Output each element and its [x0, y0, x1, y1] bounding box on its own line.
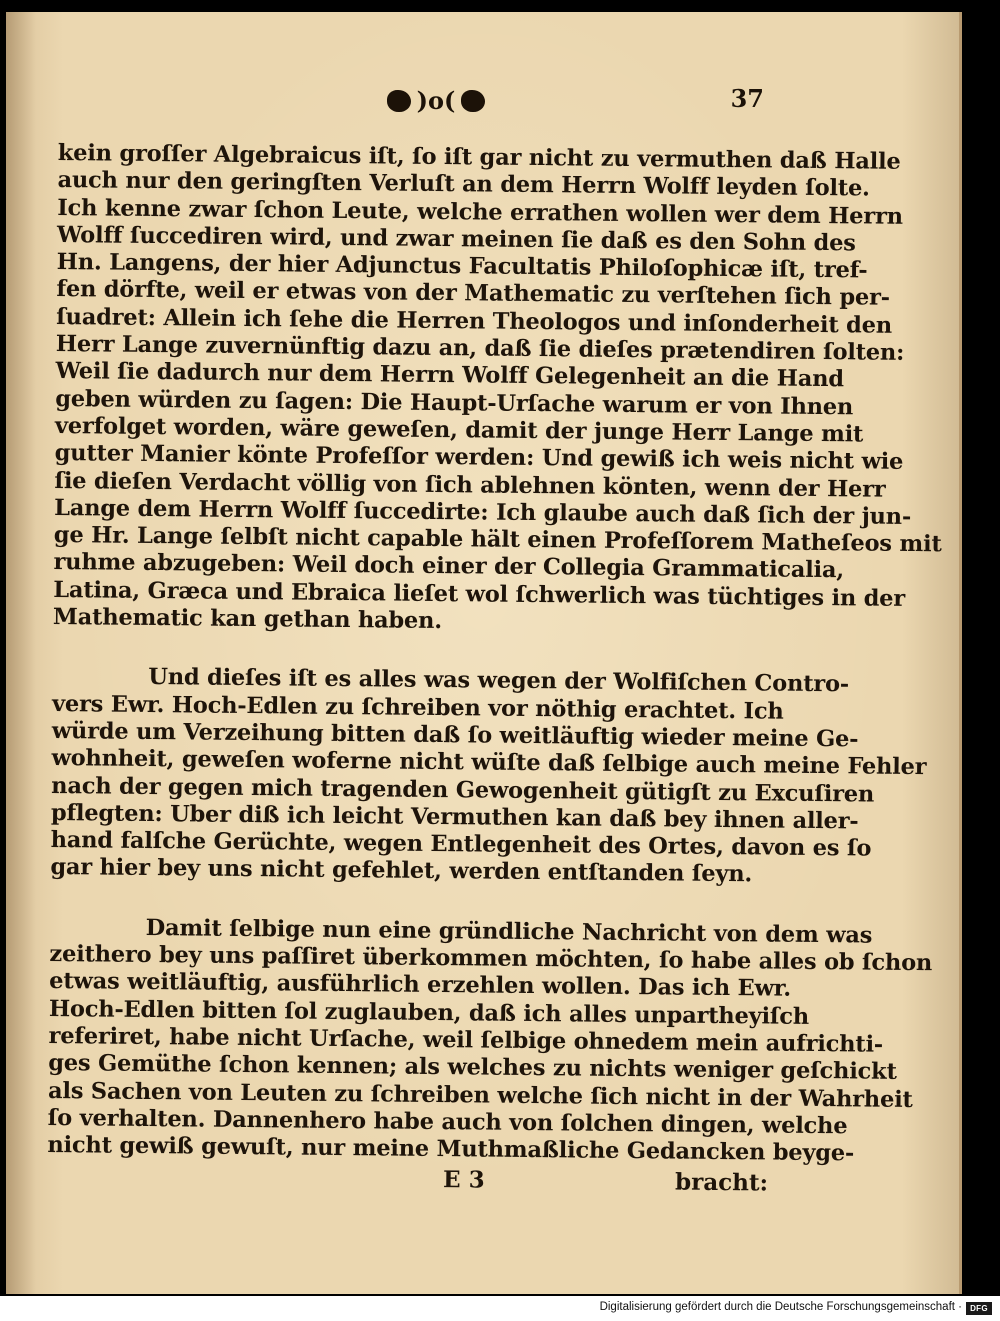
text-line: geben würden zu ſagen: Die Haupt-Urſache warum er von Ihnen [55, 385, 854, 421]
text-line: Mathematic kan gethan haben. [52, 604, 443, 635]
gutter-shadow [6, 12, 36, 1294]
header-ornament [371, 86, 501, 116]
paragraph [50, 663, 927, 889]
text-line: Ich kenne zwar ſchon Leute, welche errathen wollen wer dem Herrn [57, 194, 903, 230]
text-line: wohnheit, geweſen woferne nicht wüſte daß ſelbige auch meine Fehler [51, 745, 927, 781]
text-line: zeithero bey uns paſſiret überkommen möchten, ſo habe alles ob ſchon [49, 940, 933, 977]
text-line: Weil ſie dadurch nur dem Herrn Wolff Gelegenheit an die Hand [55, 358, 844, 393]
ornament-left-flower-icon [387, 90, 411, 112]
text-line: ge Hr. Lange ſelbſt nicht capable hält einen Profeſſorem Matheſeos mit [53, 522, 942, 558]
text-line: als Sachen von Leuten zu ſchreiben welche ſich nicht in der Wahrheit [47, 1077, 913, 1113]
ornament-center: )o( [416, 86, 456, 115]
text-line: ſo verhalten. Dannenhero habe auch von ſolchen dingen, welche [47, 1104, 848, 1140]
book-page [6, 12, 962, 1294]
text-line: pflegten: Uber diß ich leicht Vermuthen kan daß bey ihnen aller- [50, 799, 859, 835]
text-line: würde um Verzeihung bitten daß ſo weitläuftig wieder meine Ge- [51, 717, 859, 753]
text-line: ſuadret: Allein ich ſehe die Herren Theologos und inſonderheit den [56, 303, 893, 339]
page-header [6, 80, 959, 120]
text-line: referiret, habe nicht Urſache, weil ſelbige ohnedem mein aufrichti- [48, 1022, 884, 1058]
text-line: Hn. Langens, der hier Adjunctus Facultatis Philoſophicæ iſt, tref- [56, 249, 868, 284]
text-line: nicht gewiß gewuſt, nur meine Muthmaßliche Gedancken beyge- [47, 1132, 855, 1167]
page-number: 37 [730, 84, 764, 113]
text-line: vers Ewr. Hoch-Edlen zu ſchreiben vor nöthig erachtet. Ich [51, 690, 784, 725]
footer-credit: Digitalisierung gefördert durch die Deutsche Forschungsgemeinschaft · [599, 1301, 962, 1313]
dfg-logo: DFG [966, 1302, 992, 1315]
paragraph [47, 914, 933, 1167]
catchword: bracht: [674, 1168, 769, 1197]
text-line: gutter Manier könte Profeſſor werden: Und gewiß ich weis nicht wie [54, 440, 904, 476]
ornament-right-flower-icon [461, 90, 485, 112]
text-line: Latina, Græca und Ebraica lieſet wol ſchwerlich was tüchtiges in der [53, 576, 906, 612]
text-line: auch nur den geringſten Verluſt an dem Herrn Wolff leyden ſolte. [57, 167, 870, 202]
page-footer-line [47, 1161, 777, 1199]
text-line: Wolff ſuccediren wird, und zwar meinen ſie daß es den Sohn des [56, 221, 856, 257]
text-line: Und dieſes iſt es alles was wegen der Wolfiſchen Contro- [148, 664, 850, 698]
digitization-footer [0, 1296, 1000, 1321]
text-line: fen dörfte, weil er etwas von der Mathematic zu verſtehen ſich per- [56, 276, 890, 312]
text-line: ſie dieſen Verdacht völlig von ſich ablehnen könten, wenn der Herr [54, 467, 886, 503]
text-line: Damit ſelbige nun eine gründliche Nachricht von dem was [145, 914, 873, 949]
text-line: gar hier bey uns nicht gefehlet, werden entſtanden ſeyn. [50, 854, 753, 888]
text-line: Lange dem Herrn Wolff ſuccedirte: Ich glaube auch daß ſich der jun- [54, 494, 912, 530]
paragraph [52, 140, 942, 639]
text-line: etwas weitläuftig, ausführlich erzehlen wollen. Das ich Ewr. [49, 968, 792, 1003]
text-line: Hoch-Edlen bitten ſol zuglauben, daß ich alles unpartheyiſch [48, 995, 810, 1030]
text-line: ges Gemüthe ſchon kennen; als welches zu nichts weniger geſchickt [48, 1050, 897, 1086]
signature-mark: E 3 [442, 1166, 485, 1194]
text-line: ruhme abzugeben: Weil doch einer der Collegia Grammaticalia, [53, 549, 845, 584]
text-line: hand falſche Gerüchte, wegen Entlegenheit des Ortes, davon es ſo [50, 827, 872, 862]
text-line: Herr Lange zuvernünftig dazu an, daß ſie dieſes prætendiren ſolten: [55, 331, 905, 366]
paragraphs [47, 140, 942, 1167]
text-line: verfolget worden, wäre geweſen, damit der junge Herr Lange mit [54, 412, 864, 448]
text-line: kein groſſer Algebraicus iſt, ſo iſt gar nicht zu vermuthen daß Halle [57, 140, 901, 175]
body-text [47, 140, 942, 1199]
text-line: nach der gegen mich tragenden Gewogenheit gütigſt zu Excuſiren [51, 772, 875, 808]
